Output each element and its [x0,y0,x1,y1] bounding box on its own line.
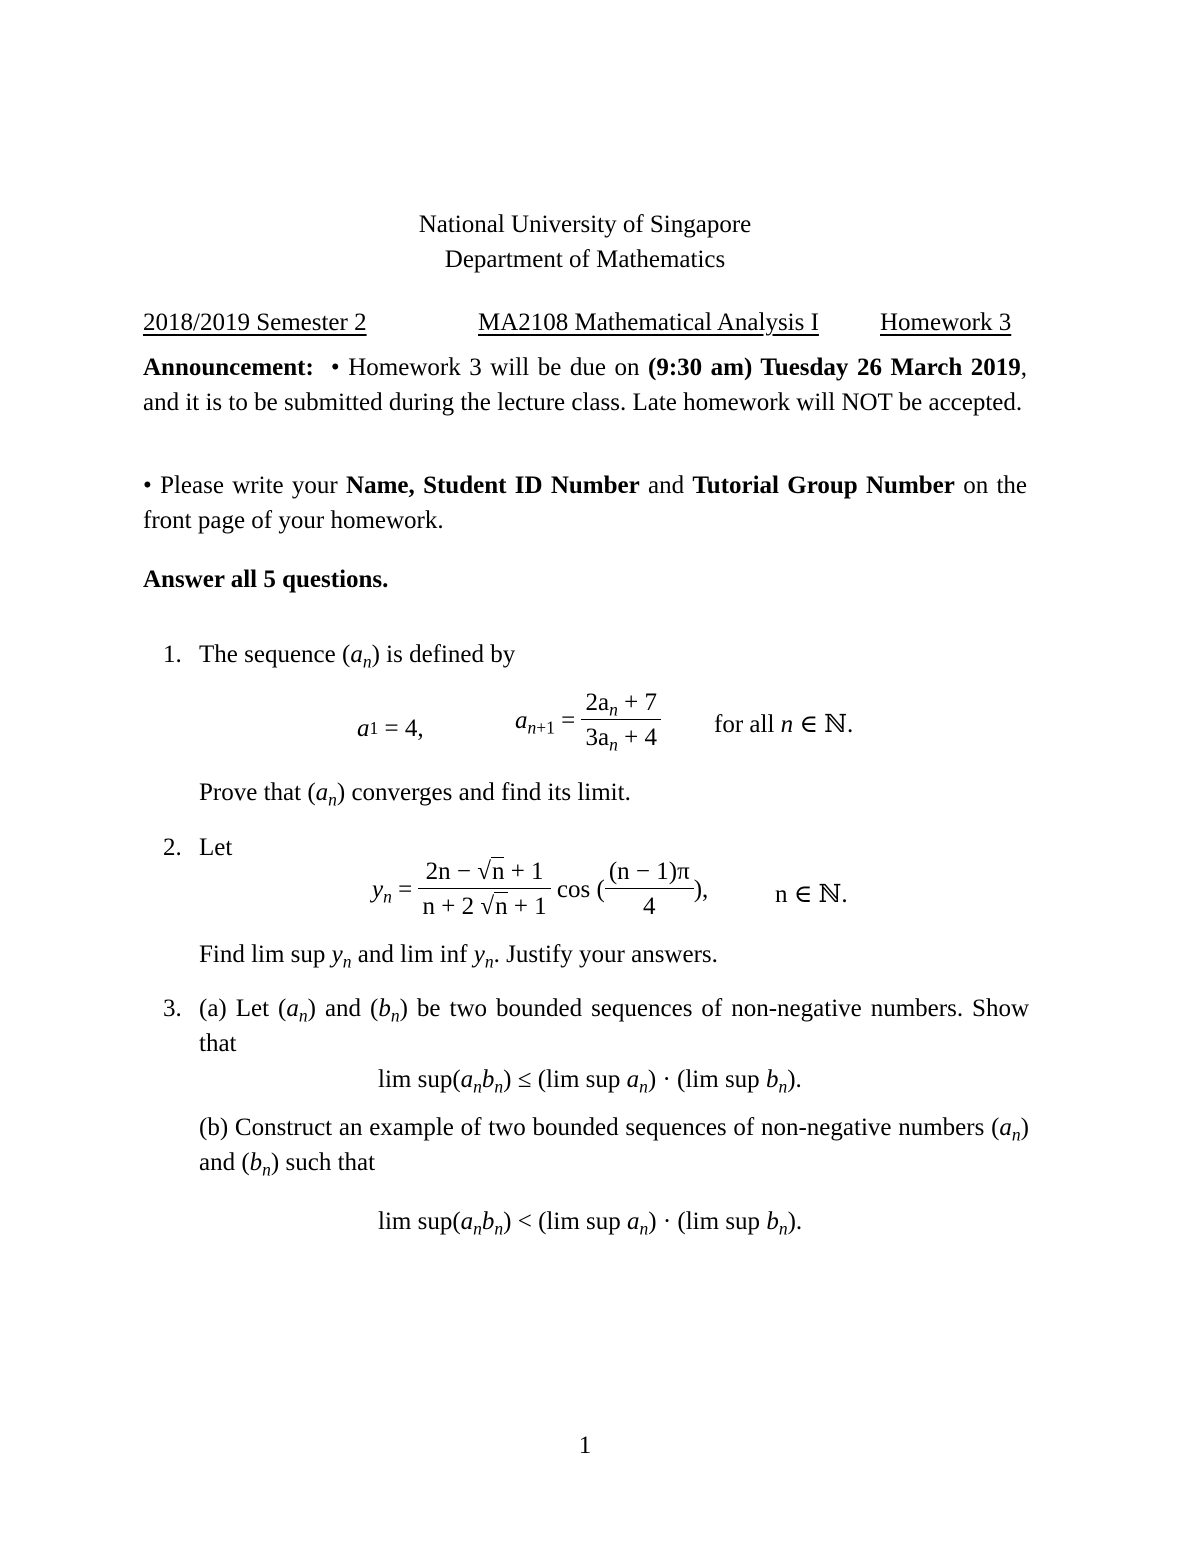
instruction: Answer all 5 questions. [143,566,389,593]
question-2-find: Find lim sup $y_n$ and lim inf $y_n$. Justify your answers. [199,941,718,972]
submission-note: , and it is to be submitted during the lecture class. Late homework will NOT be accepted. [143,354,1028,416]
question-3-number: 3. [163,995,182,1022]
university-name: National University of Singapore [418,211,752,238]
q3b-inequality: $\lim sup(a_nb_n) < (\lim$ sup $a_n) \cdot (\lim$ sup $b_n$). [378,1208,803,1239]
q2-equation: $y_n$ = $\frac{2n - √n + 1}{n + 2 √n + 1}$ cos ( $\frac{(n - 1)\pi}{4}$ ), [372,858,709,921]
question-3a: (a) Let $(a_n)$ and $(b_n)$ be two bounded sequences of non-negative numbers. Show that [199,995,1030,1057]
question-1-prove: Prove that $(a_n)$ converges and find its limit. [199,779,631,810]
due-date: (9:30 am) Tuesday 26 March 2019 [648,354,1021,381]
question-2-let: Let [199,834,233,861]
question-1-intro: The sequence $(a_n)$ is defined by [199,641,516,672]
and-text: and [639,472,693,499]
q2-set: n ∈ ℕ. [775,881,848,908]
bullet-icon: • [330,354,340,381]
name-instruction-text: Please write your [160,472,347,499]
bullet-icon: • [143,472,152,499]
announcement-label: Announcement: [143,354,314,381]
q1-equation-a1: a 1 = 4, [357,714,424,742]
announcement-paragraph-1 [143,350,1027,420]
homework-label: Homework 3 [880,309,1012,336]
front-page-text: on the front page of your homework. [143,472,1028,534]
page-number: 1 [578,1432,592,1459]
course-title: MA2108 Mathematical Analysis I [478,309,819,336]
semester-label: 2018/2019 Semester 2 [143,309,367,336]
question-3b: (b) Construct an example of two bounded sequences of non-negative numbers $(a_n)$ and $(b_n)$ such that [199,1114,1029,1180]
name-id-emphasis: Name, Student ID Number [346,472,640,499]
due-text: Homework 3 will be due on [348,354,648,381]
q3a-inequality: $\lim sup(a_nb_n) \le (\lim$ sup $a_n) \cdot (\lim$ sup $b_n$). [378,1066,802,1097]
q1-recurrence: $a_{n+1}$ = $\frac{2a_n + 7}{3a_n + 4}$ [515,687,661,754]
tutorial-group-emphasis: Tutorial Group Number [692,472,955,499]
department-name: Department of Mathematics [444,246,726,273]
announcement-paragraph-2 [143,468,1027,538]
question-1-number: 1. [163,641,182,668]
question-2-number: 2. [163,834,182,861]
q1-forall: for all n ∈ ℕ. [714,711,854,738]
